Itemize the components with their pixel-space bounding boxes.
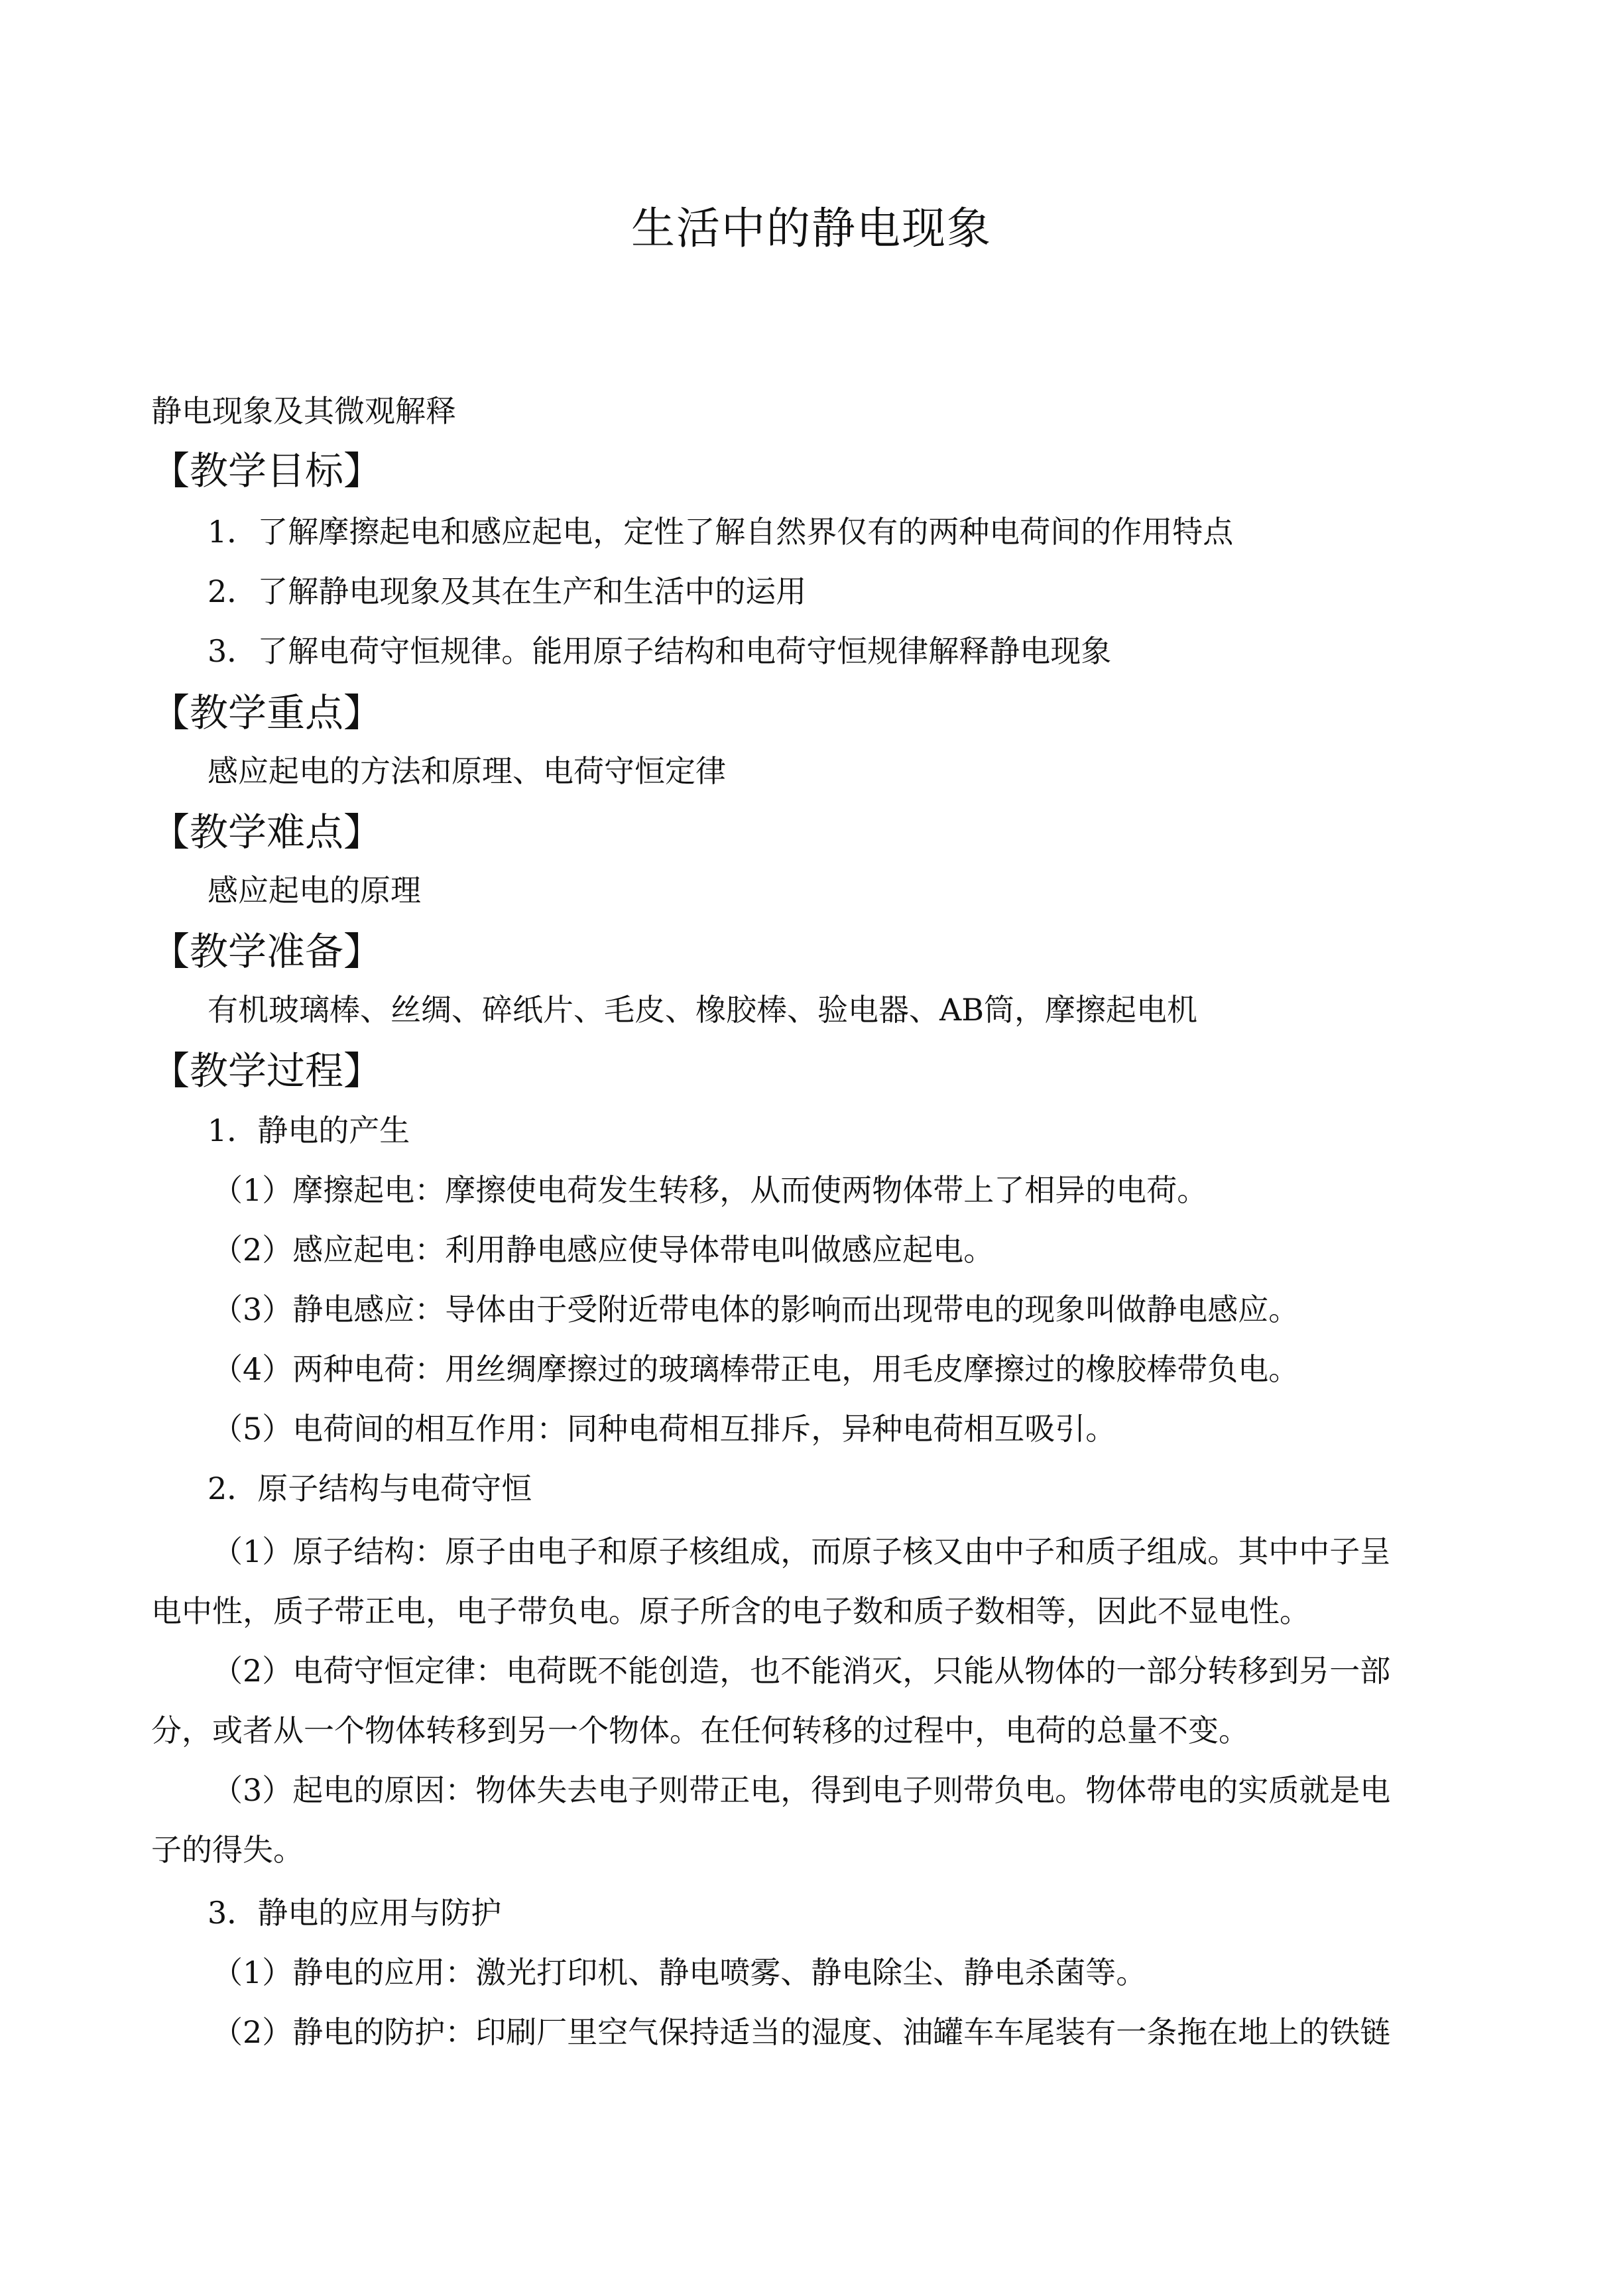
subtitle: 静电现象及其微观解释	[151, 393, 456, 429]
objective-item: 3．了解电荷守恒规律。能用原子结构和电荷守恒规律解释静电现象	[208, 633, 1112, 669]
paragraph-line: （1）原子结构：原子由电子和原子核组成，而原子核又由中子和质子组成。其中中子呈	[212, 1534, 1391, 1569]
paragraph-line: （3）起电的原因：物体失去电子则带正电，得到电子则带负电。物体带电的实质就是电	[212, 1772, 1391, 1808]
section-title: 2．原子结构与电荷守恒	[208, 1471, 532, 1506]
paragraph-line: 分，或者从一个物体转移到另一个物体。在任何转移的过程中，电荷的总量不变。	[151, 1713, 1249, 1748]
list-item: （2）静电的防护：印刷厂里空气保持适当的湿度、油罐车车尾装有一条拖在地上的铁链	[212, 2014, 1391, 2050]
list-item: （5）电荷间的相互作用：同种电荷相互排斥，异种电荷相互吸引。	[212, 1411, 1116, 1447]
list-item: （4）两种电荷：用丝绸摩擦过的玻璃棒带正电，用毛皮摩擦过的橡胶棒带负电。	[212, 1351, 1299, 1387]
list-item: （1）摩擦起电：摩擦使电荷发生转移，从而使两物体带上了相异的电荷。	[212, 1172, 1208, 1208]
key-points-heading: 【教学重点】	[151, 690, 383, 735]
difficulties-heading: 【教学难点】	[151, 810, 383, 855]
section-title: 3．静电的应用与防护	[208, 1895, 502, 1931]
difficulties-text: 感应起电的原理	[208, 873, 421, 908]
list-item: （1）静电的应用：激光打印机、静电喷雾、静电除尘、静电杀菌等。	[212, 1955, 1147, 1990]
objective-item: 2．了解静电现象及其在生产和生活中的运用	[208, 574, 807, 609]
list-item: （2）感应起电：利用静电感应使导体带电叫做感应起电。	[212, 1232, 994, 1268]
key-points-text: 感应起电的方法和原理、电荷守恒定律	[208, 753, 726, 789]
paragraph-line: 子的得失。	[151, 1832, 304, 1868]
preparation-heading: 【教学准备】	[151, 929, 383, 974]
paragraph-line: 电中性，质子带正电，电子带负电。原子所含的电子数和质子数相等，因此不显电性。	[151, 1593, 1310, 1629]
objectives-heading: 【教学目标】	[151, 448, 383, 493]
preparation-text: 有机玻璃棒、丝绸、碎纸片、毛皮、橡胶棒、验电器、AB筒，摩擦起电机	[208, 992, 1198, 1028]
list-item: （3）静电感应：导体由于受附近带电体的影响而出现带电的现象叫做静电感应。	[212, 1292, 1299, 1327]
section-title: 1．静电的产生	[208, 1113, 410, 1148]
document-title: 生活中的静电现象	[631, 203, 992, 254]
paragraph-line: （2）电荷守恒定律：电荷既不能创造，也不能消灭，只能从物体的一部分转移到另一部	[212, 1653, 1391, 1689]
process-heading: 【教学过程】	[151, 1048, 383, 1093]
objective-item: 1．了解摩擦起电和感应起电，定性了解自然界仅有的两种电荷间的作用特点	[208, 514, 1234, 550]
